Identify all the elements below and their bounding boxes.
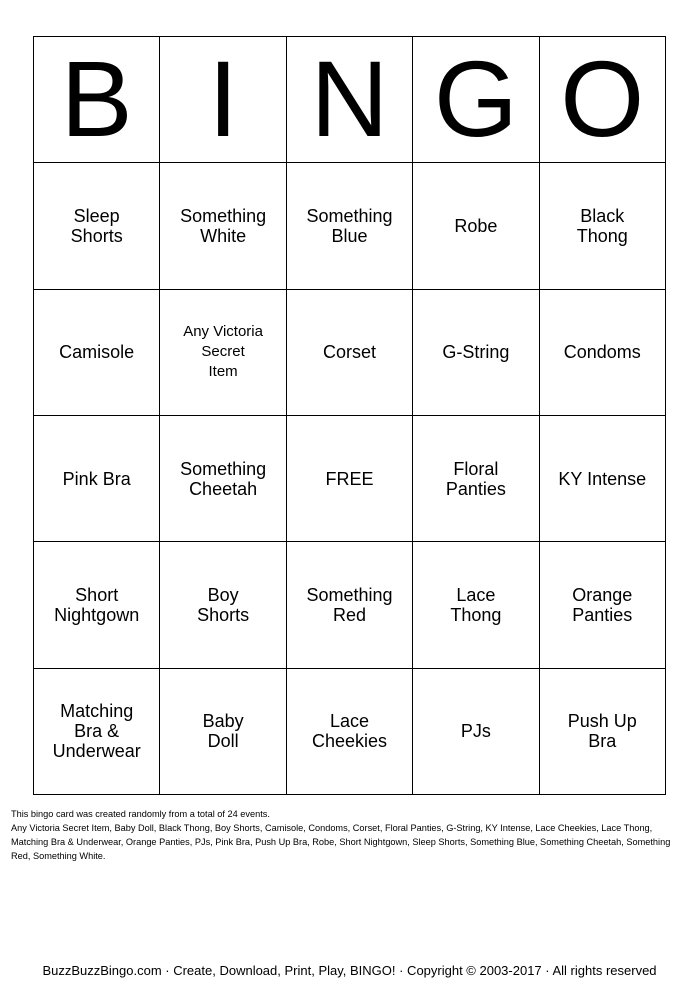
cell-label: Orange Panties	[572, 584, 633, 625]
bingo-cell	[34, 290, 160, 416]
bingo-cell	[160, 542, 286, 668]
free-space-cell	[287, 416, 413, 542]
cell-label: Something Red	[306, 584, 393, 625]
bingo-cell	[287, 542, 413, 668]
header-letter-b: B	[34, 37, 160, 163]
cell-label: Matching Bra & Underwear	[52, 701, 141, 762]
bingo-cell	[160, 669, 286, 795]
cell-label: Lace Thong	[450, 584, 502, 625]
cell-label: Sleep Shorts	[70, 205, 123, 246]
header-letter-n: N	[287, 37, 413, 163]
cell-label: Something White	[180, 205, 267, 246]
bingo-cell	[413, 416, 539, 542]
bingo-cell	[540, 416, 666, 542]
bingo-cell	[160, 163, 286, 289]
bingo-cell	[540, 542, 666, 668]
bingo-cell	[413, 290, 539, 416]
bingo-cell	[287, 669, 413, 795]
header-letter-i: I	[160, 37, 286, 163]
bingo-cell	[34, 542, 160, 668]
cell-label: KY Intense	[558, 468, 647, 489]
bingo-cell	[540, 163, 666, 289]
cell-label: Condoms	[563, 342, 641, 363]
header-letter-o: O	[540, 37, 666, 163]
cell-label: Black Thong	[576, 205, 628, 246]
footnote-summary: This bingo card was created randomly from a total of 24 events.	[11, 809, 270, 819]
cell-label: Corset	[322, 342, 376, 363]
cell-label: Push Up Bra	[567, 711, 637, 752]
cell-label: G-String	[442, 342, 510, 363]
cell-label: Floral Panties	[445, 458, 506, 499]
cell-label: Lace Cheekies	[311, 711, 388, 752]
bingo-cell	[34, 416, 160, 542]
cell-label: Any Victoria Secret Item	[183, 323, 263, 381]
bingo-cell	[540, 290, 666, 416]
bingo-cell	[34, 163, 160, 289]
cell-label: Baby Doll	[202, 711, 244, 752]
cell-label: Robe	[454, 215, 498, 236]
bingo-cell	[413, 542, 539, 668]
cell-label: PJs	[460, 721, 491, 742]
cell-label: Camisole	[59, 342, 135, 363]
bingo-cell	[160, 416, 286, 542]
bingo-cell	[160, 290, 286, 416]
cell-label: Something Blue	[306, 205, 393, 246]
cell-label: Short Nightgown	[54, 584, 140, 625]
bingo-cell	[413, 163, 539, 289]
bingo-card	[33, 36, 666, 795]
cell-label: Boy Shorts	[197, 584, 250, 625]
cell-label: Pink Bra	[62, 468, 131, 489]
cell-label: Something Cheetah	[180, 458, 267, 499]
bingo-cell	[287, 163, 413, 289]
bingo-cell	[34, 669, 160, 795]
bingo-cell	[540, 669, 666, 795]
cell-label: FREE	[325, 468, 374, 489]
footnote-event-list: Any Victoria Secret Item, Baby Doll, Black Thong, Boy Shorts, Camisole, Condoms, Corset, Floral Panties, G-String, KY Intense, Lace Cheekies, Lace Thong, Matching Bra & Underwear, Orange Panties, PJs, Pink Bra, Push Up Bra, Robe, Short Nightgown, Sleep Shorts, Something Blue, Something Cheetah, Something Red, Something White.	[11, 823, 671, 861]
event-footnote	[11, 807, 691, 863]
copyright-footer: BuzzBuzzBingo.com · Create, Download, Print, Play, BINGO! · Copyright © 2003-2017 · All rights reserved	[42, 963, 657, 978]
bingo-cell	[287, 290, 413, 416]
bingo-cell	[413, 669, 539, 795]
header-letter-g: G	[413, 37, 539, 163]
